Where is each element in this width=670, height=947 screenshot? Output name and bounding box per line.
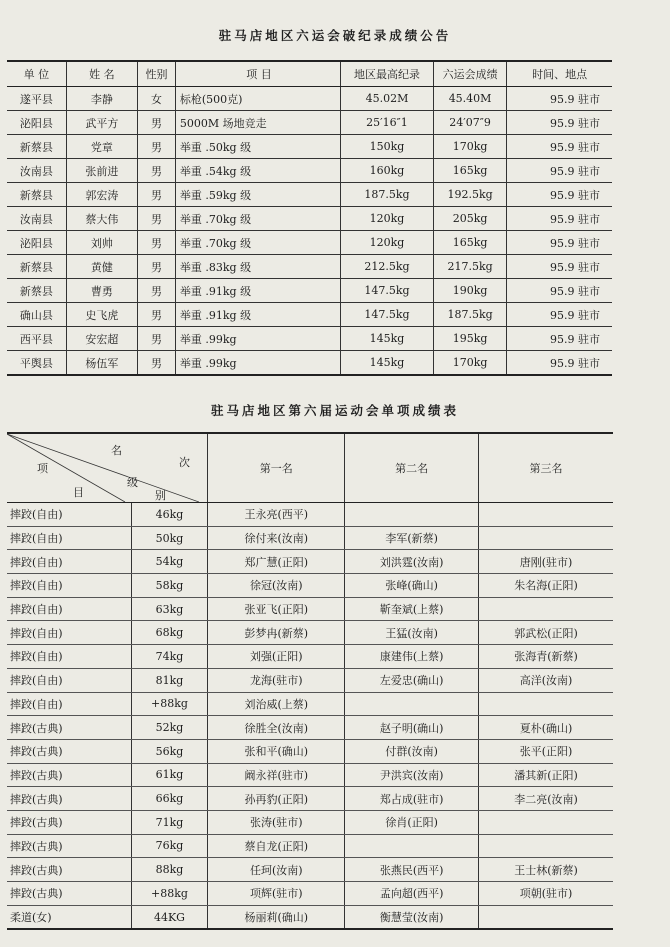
- cell-unit: 汝南县: [7, 159, 66, 183]
- cell-event: 摔跤(古典): [7, 763, 131, 787]
- cell-sex: 男: [138, 159, 176, 183]
- cell-third: 王士林(新蔡): [479, 858, 613, 882]
- cell-second: 李军(新蔡): [345, 526, 479, 550]
- cell-event: 举重 .83kg 级: [175, 255, 340, 279]
- cell-second: 赵子明(确山): [345, 716, 479, 740]
- cell-event: 举重 .70kg 级: [175, 231, 340, 255]
- cell-third: 张海青(新蔡): [479, 645, 613, 669]
- cell-unit: 新蔡县: [7, 279, 66, 303]
- cell-level: 88kg: [131, 858, 208, 882]
- cell-level: +88kg: [131, 692, 208, 716]
- cell-third: [479, 597, 613, 621]
- header-name: 姓 名: [66, 61, 137, 87]
- header-sex: 性别: [138, 61, 176, 87]
- table-row: [7, 597, 613, 621]
- cell-event: 摔跤(自由): [7, 692, 131, 716]
- cell-sex: 男: [138, 255, 176, 279]
- cell-record: 145kg: [341, 351, 434, 376]
- cell-sex: 男: [138, 303, 176, 327]
- cell-event: 摔跤(古典): [7, 716, 131, 740]
- cell-time: 95.9 驻市: [507, 111, 612, 135]
- table-row: [7, 503, 613, 527]
- cell-score: 205kg: [433, 207, 507, 231]
- cell-level: 50kg: [131, 526, 208, 550]
- cell-event: 举重 .99kg: [175, 351, 340, 376]
- cell-event: 举重 .59kg 级: [175, 183, 340, 207]
- table-row: [7, 207, 612, 231]
- table-row: [7, 692, 613, 716]
- cell-first: 蔡自龙(正阳): [208, 834, 345, 858]
- header-time: 时间、地点: [507, 61, 612, 87]
- cell-name: 黄健: [66, 255, 137, 279]
- cell-third: 高洋(汝南): [479, 668, 613, 692]
- cell-time: 95.9 驻市: [507, 327, 612, 351]
- cell-time: 95.9 驻市: [507, 135, 612, 159]
- cell-event: 摔跤(自由): [7, 526, 131, 550]
- cell-score: 24′07″9: [433, 111, 507, 135]
- cell-second: 靳奎斌(上蔡): [345, 597, 479, 621]
- cell-third: [479, 810, 613, 834]
- cell-time: 95.9 驻市: [507, 351, 612, 376]
- cell-second: 孟向超(西平): [345, 882, 479, 906]
- cell-sex: 男: [138, 111, 176, 135]
- table-row: [7, 834, 613, 858]
- cell-event: 摔跤(自由): [7, 621, 131, 645]
- header-first: 第一名: [208, 433, 345, 503]
- cell-second: 尹洪宾(汝南): [345, 763, 479, 787]
- table-row: [7, 327, 612, 351]
- cell-level: 66kg: [131, 787, 208, 811]
- cell-unit: 确山县: [7, 303, 66, 327]
- diag-label-xiang: 项: [37, 462, 48, 475]
- table-row: [7, 135, 612, 159]
- header-event: 项 目: [175, 61, 340, 87]
- cell-event: 摔跤(古典): [7, 858, 131, 882]
- cell-event: 摔跤(自由): [7, 574, 131, 598]
- cell-level: 76kg: [131, 834, 208, 858]
- cell-second: 衡慧莹(汝南): [345, 905, 479, 929]
- cell-sex: 男: [138, 279, 176, 303]
- cell-unit: 新蔡县: [7, 135, 66, 159]
- table-row: [7, 716, 613, 740]
- cell-name: 安宏超: [66, 327, 137, 351]
- diagonal-header-cell: [7, 433, 208, 503]
- diag-label-mu: 目: [73, 486, 84, 499]
- diag-label-bie: 别: [155, 489, 166, 502]
- table-row: [7, 351, 612, 376]
- record-table-title: 驻马店地区六运会破纪录成绩公告: [218, 28, 452, 43]
- cell-record: 45.02M: [341, 87, 434, 111]
- cell-level: 63kg: [131, 597, 208, 621]
- cell-level: +88kg: [131, 882, 208, 906]
- cell-first: 张涛(驻市): [208, 810, 345, 834]
- diag-label-ji: 级: [127, 476, 138, 489]
- cell-event: 标枪(500克): [175, 87, 340, 111]
- cell-sex: 男: [138, 231, 176, 255]
- record-table-header: [7, 61, 612, 87]
- cell-second: [345, 503, 479, 527]
- cell-event: 摔跤(古典): [7, 739, 131, 763]
- cell-record: 120kg: [341, 231, 434, 255]
- table-row: [7, 882, 613, 906]
- table-row: [7, 87, 612, 111]
- table-row: [7, 858, 613, 882]
- cell-first: 刘强(正阳): [208, 645, 345, 669]
- cell-second: 左爱忠(确山): [345, 668, 479, 692]
- cell-time: 95.9 驻市: [507, 303, 612, 327]
- cell-name: 蔡大伟: [66, 207, 137, 231]
- cell-record: 187.5kg: [341, 183, 434, 207]
- cell-time: 95.9 驻市: [507, 159, 612, 183]
- cell-first: 杨丽莉(确山): [208, 905, 345, 929]
- cell-name: 党章: [66, 135, 137, 159]
- cell-score: 170kg: [433, 135, 507, 159]
- cell-unit: 汝南县: [7, 207, 66, 231]
- cell-third: 张平(正阳): [479, 739, 613, 763]
- cell-third: [479, 526, 613, 550]
- cell-third: 李二亮(汝南): [479, 787, 613, 811]
- table-row: [7, 905, 613, 929]
- cell-third: 项朝(驻市): [479, 882, 613, 906]
- cell-second: 付群(汝南): [345, 739, 479, 763]
- cell-event: 摔跤(自由): [7, 645, 131, 669]
- cell-event: 柔道(女): [7, 905, 131, 929]
- table-row: [7, 739, 613, 763]
- cell-unit: 西平县: [7, 327, 66, 351]
- cell-third: 潘其新(正阳): [479, 763, 613, 787]
- cell-event: 摔跤(自由): [7, 550, 131, 574]
- cell-sex: 男: [138, 351, 176, 376]
- cell-third: 郭武松(正阳): [479, 621, 613, 645]
- cell-second: 徐肖(正阳): [345, 810, 479, 834]
- table-row: [7, 621, 613, 645]
- cell-name: 曹勇: [66, 279, 137, 303]
- cell-name: 李静: [66, 87, 137, 111]
- cell-event: 举重 .70kg 级: [175, 207, 340, 231]
- table-row: [7, 255, 612, 279]
- cell-time: 95.9 驻市: [507, 87, 612, 111]
- cell-event: 摔跤(自由): [7, 503, 131, 527]
- cell-first: 彭梦冉(新蔡): [208, 621, 345, 645]
- cell-second: [345, 692, 479, 716]
- table-row: [7, 526, 613, 550]
- cell-level: 52kg: [131, 716, 208, 740]
- cell-level: 58kg: [131, 574, 208, 598]
- cell-first: 孙再豹(正阳): [208, 787, 345, 811]
- cell-third: [479, 834, 613, 858]
- cell-unit: 新蔡县: [7, 255, 66, 279]
- cell-sex: 男: [138, 207, 176, 231]
- table-row: [7, 183, 612, 207]
- cell-event: 举重 .91kg 级: [175, 303, 340, 327]
- cell-record: 120kg: [341, 207, 434, 231]
- cell-time: 95.9 驻市: [507, 207, 612, 231]
- results-table-header: [7, 433, 613, 503]
- cell-level: 71kg: [131, 810, 208, 834]
- table-row: [7, 645, 613, 669]
- table-row: [7, 668, 613, 692]
- cell-score: 165kg: [433, 159, 507, 183]
- cell-level: 74kg: [131, 645, 208, 669]
- cell-record: 25′16″1: [341, 111, 434, 135]
- cell-second: 张峰(确山): [345, 574, 479, 598]
- header-unit: 单 位: [7, 61, 66, 87]
- results-table-title: 驻马店地区第六届运动会单项成绩表: [210, 403, 459, 418]
- cell-record: 150kg: [341, 135, 434, 159]
- cell-name: 杨伍军: [66, 351, 137, 376]
- header-record: 地区最高纪录: [341, 61, 434, 87]
- table-row: [7, 763, 613, 787]
- cell-unit: 泌阳县: [7, 231, 66, 255]
- cell-level: 68kg: [131, 621, 208, 645]
- cell-time: 95.9 驻市: [507, 279, 612, 303]
- cell-event: 5000M 场地竞走: [175, 111, 340, 135]
- cell-third: 朱名海(正阳): [479, 574, 613, 598]
- cell-score: 217.5kg: [433, 255, 507, 279]
- cell-first: 徐胜全(汝南): [208, 716, 345, 740]
- cell-level: 44KG: [131, 905, 208, 929]
- cell-name: 张前进: [66, 159, 137, 183]
- cell-level: 54kg: [131, 550, 208, 574]
- cell-name: 郭宏涛: [66, 183, 137, 207]
- results-table: [7, 432, 613, 930]
- cell-record: 147.5kg: [341, 303, 434, 327]
- cell-event: 举重 .50kg 级: [175, 135, 340, 159]
- table-row: [7, 111, 612, 135]
- cell-second: 康建伟(上蔡): [345, 645, 479, 669]
- cell-second: 刘洪霆(汝南): [345, 550, 479, 574]
- cell-score: 195kg: [433, 327, 507, 351]
- cell-unit: 新蔡县: [7, 183, 66, 207]
- cell-name: 武平方: [66, 111, 137, 135]
- cell-sex: 男: [138, 135, 176, 159]
- cell-unit: 遂平县: [7, 87, 66, 111]
- cell-third: [479, 503, 613, 527]
- header-third: 第三名: [479, 433, 613, 503]
- table-row: [7, 574, 613, 598]
- record-table: [7, 60, 612, 376]
- table-row: [7, 810, 613, 834]
- cell-event: 摔跤(古典): [7, 787, 131, 811]
- cell-score: 190kg: [433, 279, 507, 303]
- diag-label-ming: 名: [111, 444, 122, 457]
- cell-event: 举重 .54kg 级: [175, 159, 340, 183]
- cell-score: 192.5kg: [433, 183, 507, 207]
- cell-level: 56kg: [131, 739, 208, 763]
- cell-level: 61kg: [131, 763, 208, 787]
- cell-first: 刘治威(上蔡): [208, 692, 345, 716]
- cell-record: 147.5kg: [341, 279, 434, 303]
- cell-first: 项辉(驻市): [208, 882, 345, 906]
- cell-first: 徐付来(汝南): [208, 526, 345, 550]
- cell-name: 刘帅: [66, 231, 137, 255]
- cell-record: 145kg: [341, 327, 434, 351]
- cell-first: 郑广慧(正阳): [208, 550, 345, 574]
- cell-event: 摔跤(古典): [7, 810, 131, 834]
- cell-first: 任珂(汝南): [208, 858, 345, 882]
- header-second: 第二名: [345, 433, 479, 503]
- cell-third: 唐刚(驻市): [479, 550, 613, 574]
- cell-first: 张亚飞(正阳): [208, 597, 345, 621]
- cell-first: 龙海(驻市): [208, 668, 345, 692]
- cell-event: 摔跤(自由): [7, 597, 131, 621]
- cell-time: 95.9 驻市: [507, 183, 612, 207]
- table-row: [7, 231, 612, 255]
- cell-first: 王永亮(西平): [208, 503, 345, 527]
- diag-label-ci: 次: [179, 456, 190, 469]
- cell-score: 187.5kg: [433, 303, 507, 327]
- table-row: [7, 303, 612, 327]
- cell-record: 160kg: [341, 159, 434, 183]
- cell-third: 夏朴(确山): [479, 716, 613, 740]
- diagonal-lines: [7, 434, 199, 502]
- table-row: [7, 279, 612, 303]
- cell-second: 张燕民(西平): [345, 858, 479, 882]
- cell-unit: 泌阳县: [7, 111, 66, 135]
- cell-sex: 女: [138, 87, 176, 111]
- cell-first: 徐冠(汝南): [208, 574, 345, 598]
- cell-event: 举重 .99kg: [175, 327, 340, 351]
- cell-score: 170kg: [433, 351, 507, 376]
- cell-first: 张和平(确山): [208, 739, 345, 763]
- cell-second: [345, 834, 479, 858]
- cell-level: 46kg: [131, 503, 208, 527]
- cell-third: [479, 692, 613, 716]
- cell-third: [479, 905, 613, 929]
- cell-event: 摔跤(自由): [7, 668, 131, 692]
- header-score: 六运会成绩: [433, 61, 507, 87]
- cell-second: 郑占成(驻市): [345, 787, 479, 811]
- cell-time: 95.9 驻市: [507, 231, 612, 255]
- cell-sex: 男: [138, 183, 176, 207]
- cell-unit: 平舆县: [7, 351, 66, 376]
- cell-event: 摔跤(古典): [7, 882, 131, 906]
- table-row: [7, 550, 613, 574]
- cell-record: 212.5kg: [341, 255, 434, 279]
- cell-first: 阚永祥(驻市): [208, 763, 345, 787]
- cell-score: 165kg: [433, 231, 507, 255]
- cell-time: 95.9 驻市: [507, 255, 612, 279]
- table-row: [7, 159, 612, 183]
- table-row: [7, 787, 613, 811]
- cell-event: 举重 .91kg 级: [175, 279, 340, 303]
- cell-second: 王猛(汝南): [345, 621, 479, 645]
- cell-event: 摔跤(古典): [7, 834, 131, 858]
- cell-score: 45.40M: [433, 87, 507, 111]
- cell-sex: 男: [138, 327, 176, 351]
- cell-level: 81kg: [131, 668, 208, 692]
- cell-name: 史飞虎: [66, 303, 137, 327]
